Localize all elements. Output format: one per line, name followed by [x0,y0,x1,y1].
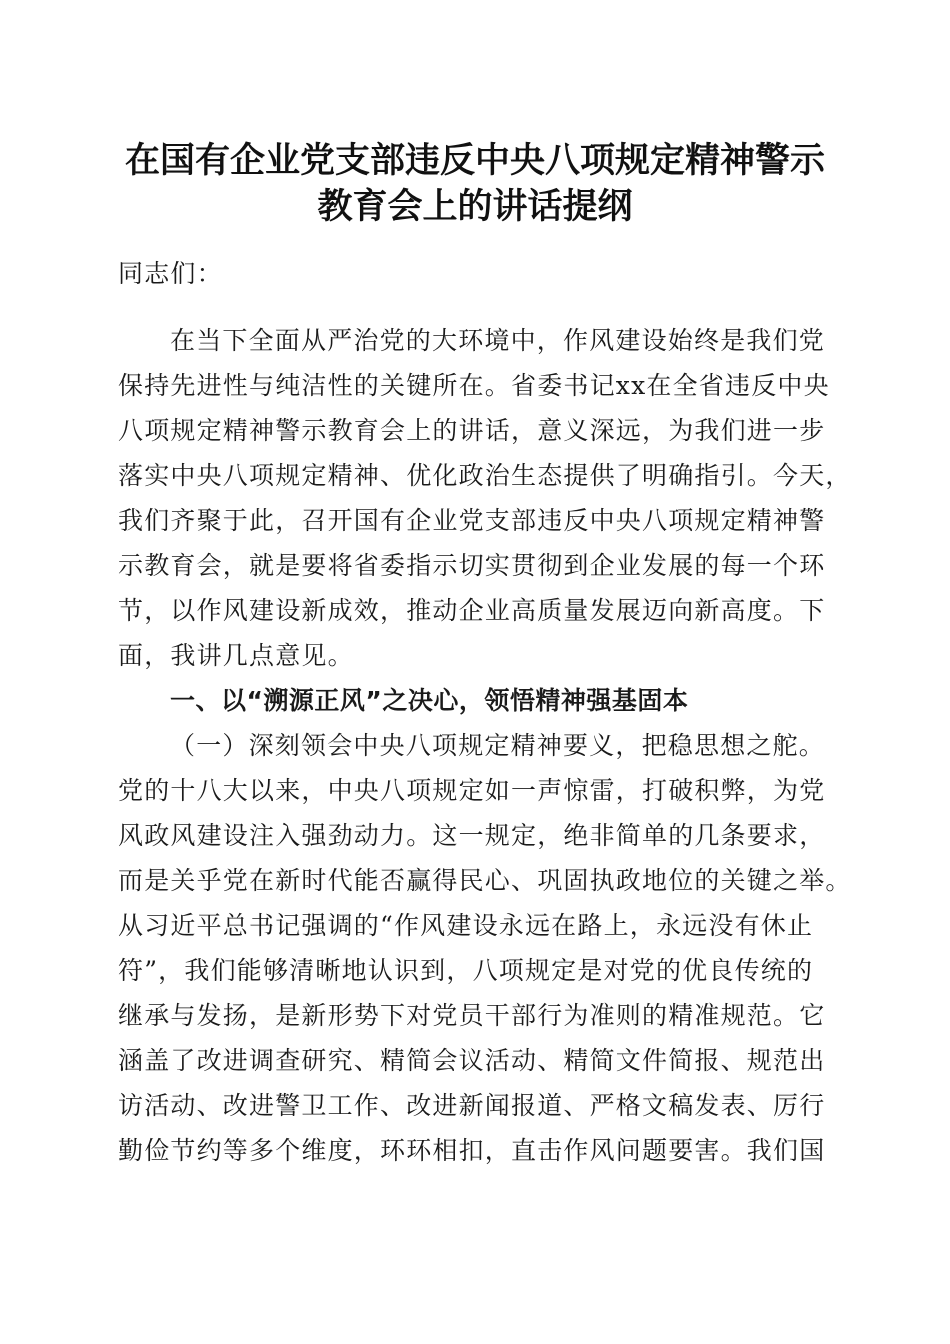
body-line: 落实中央八项规定精神、优化政治生态提供了明确指引。今天， [118,461,852,490]
section-heading: 一、以“溯源正风”之决心，领悟精神强基固本 [170,686,689,715]
body-line: 保持先进性与纯洁性的关键所在。省委书记xx在全省违反中央 [118,371,830,400]
greeting: 同志们： [118,259,223,288]
document-title-line-2: 教育会上的讲话提纲 [317,186,633,227]
body-line: 在当下全面从严治党的大环境中，作风建设始终是我们党 [170,326,826,355]
body-line: 面，我讲几点意见。 [118,641,354,670]
subsection-line: （一）深刻领会中央八项规定精神要义，把稳思想之舵。 [170,731,826,760]
body-line: 继承与发扬，是新形势下对党员干部行为准则的精准规范。它 [118,1001,826,1030]
body-line: 党的十八大以来，中央八项规定如一声惊雷，打破积弊，为党 [118,776,826,805]
document-title-line-1: 在国有企业党支部违反中央八项规定精神警示 [124,140,825,181]
body-line: 我们齐聚于此，召开国有企业党支部违反中央八项规定精神警 [118,506,826,535]
body-line: 符”，我们能够清晰地认识到，八项规定是对党的优良传统的 [118,956,814,985]
body-line: 而是关乎党在新时代能否赢得民心、巩固执政地位的关键之举。 [118,866,852,895]
body-line: 访活动、改进警卫工作、改进新闻报道、严格文稿发表、厉行 [118,1091,826,1120]
body-line: 勤俭节约等多个维度，环环相扣，直击作风问题要害。我们国 [118,1136,826,1165]
body-line: 从习近平总书记强调的“作风建设永远在路上，永远没有休止 [118,911,814,940]
body-line: 风政风建设注入强劲动力。这一规定，绝非简单的几条要求， [118,821,826,850]
body-line: 涵盖了改进调查研究、精简会议活动、精简文件简报、规范出 [118,1046,826,1075]
body-line: 示教育会，就是要将省委指示切实贯彻到企业发展的每一个环 [118,551,826,580]
body-line: 节，以作风建设新成效，推动企业高质量发展迈向新高度。下 [118,596,826,625]
body-line: 八项规定精神警示教育会上的讲话，意义深远，为我们进一步 [118,416,826,445]
